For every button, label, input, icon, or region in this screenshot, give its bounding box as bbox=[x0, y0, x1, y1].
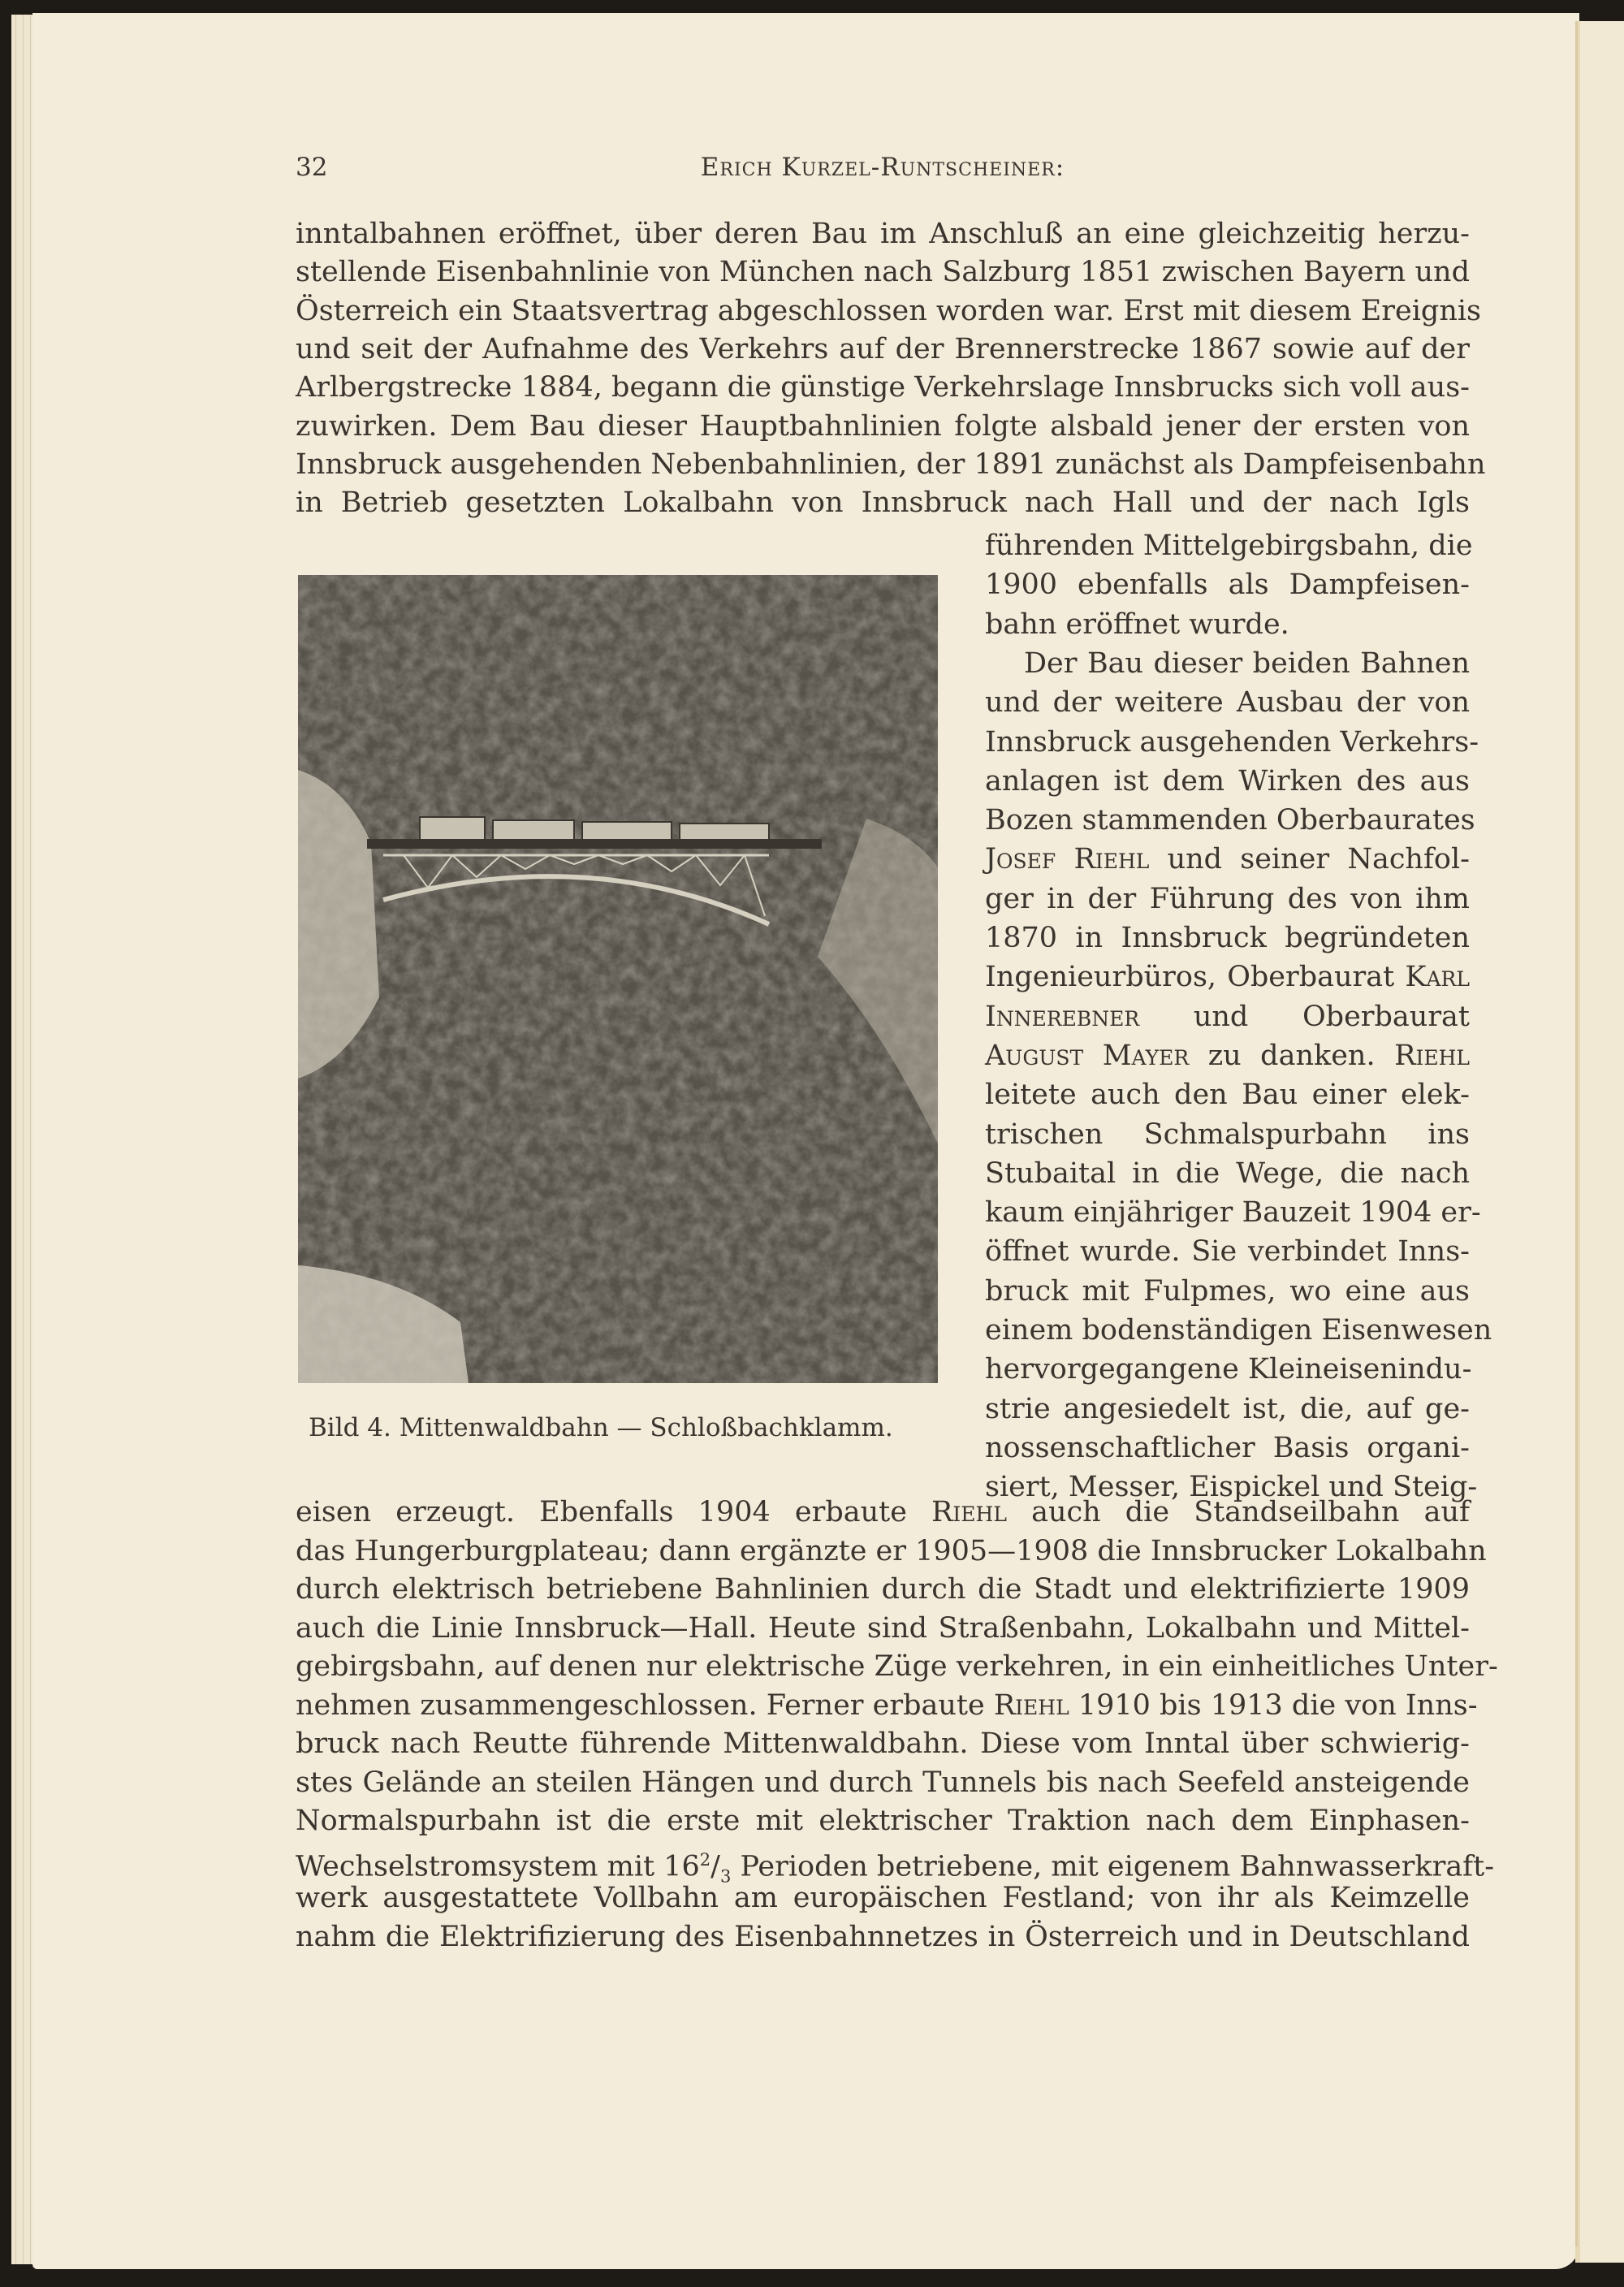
text-line: 1870 in Innsbruck begründeten bbox=[985, 922, 1470, 954]
text-line: inntalbahnen eröffnet, über deren Bau im Anschluß an eine gleichzeitig herzu- bbox=[296, 218, 1470, 250]
text-line: führenden Mittelgebirgsbahn, die bbox=[985, 530, 1473, 562]
text-line: bruck mit Fulpmes, wo eine aus bbox=[985, 1274, 1470, 1308]
figure-photo-bridge bbox=[298, 575, 938, 1383]
book-page-edge-right bbox=[1575, 21, 1624, 2263]
text-line: stes Gelände an steilen Hängen und durch Tunnels bis nach Seefeld ansteigende bbox=[296, 1766, 1470, 1799]
text-line: das Hungerburgplateau; dann ergänzte er 1905—1908 die Innsbrucker Lokalbahn bbox=[296, 1534, 1487, 1567]
text-line: bahn eröffnet wurde. bbox=[985, 607, 1289, 641]
text-line: nossenschaftlicher Basis organi- bbox=[985, 1431, 1470, 1464]
bridge-photo-illustration bbox=[298, 575, 938, 1383]
page-number: 32 bbox=[296, 153, 328, 182]
text-line: hervorgegangene Kleineisenindu- bbox=[985, 1353, 1472, 1386]
text-line: werk ausgestattete Vollbahn am europäischen Festland; von ihr als Keimzelle bbox=[296, 1882, 1470, 1914]
text-line: Arlbergstrecke 1884, begann die günstige Verkehrslage Innsbrucks sich voll aus- bbox=[296, 371, 1470, 404]
text-line: Bozen stammenden Oberbaurates bbox=[985, 804, 1475, 837]
text-line: nahm die Elektrifizierung des Eisenbahnnetzes in Österreich und in Deutschland bbox=[296, 1920, 1470, 1953]
text-line: und der weitere Ausbau der von bbox=[985, 686, 1470, 720]
text-line: bruck nach Reutte führende Mittenwaldbahn. Diese vom Inntal über schwierig- bbox=[296, 1727, 1470, 1760]
text-line: auch die Linie Innsbruck—Hall. Heute sind Straßenbahn, Lokalbahn und Mittel- bbox=[296, 1611, 1470, 1645]
text-line: Österreich ein Staatsvertrag abgeschlossen worden war. Erst mit diesem Ereignis bbox=[296, 294, 1482, 327]
text-line: stellende Eisenbahnlinie von München nach Salzburg 1851 zwischen Bayern und bbox=[296, 256, 1470, 289]
text-line: öffnet wurde. Sie verbindet Inns- bbox=[985, 1235, 1470, 1269]
text-line: zuwirken. Dem Bau dieser Hauptbahnlinien folgte alsbald jener der ersten von bbox=[296, 409, 1470, 443]
text-line: siert, Messer, Eispickel und Steig- bbox=[985, 1471, 1478, 1504]
text-line: Stubaital in die Wege, die nach bbox=[985, 1156, 1470, 1190]
text-line: Innsbruck ausgehenden Verkehrs- bbox=[985, 725, 1479, 759]
text-line: kaum einjähriger Bauzeit 1904 er- bbox=[985, 1196, 1481, 1230]
text-line: strie angesiedelt ist, die, auf ge- bbox=[985, 1392, 1470, 1425]
text-line: leitete auch den Bau einer elek- bbox=[985, 1079, 1470, 1112]
text-line: August Mayer zu danken. Riehl bbox=[985, 1039, 1470, 1072]
text-line: in Betrieb gesetzten Lokalbahn von Innsbruck nach Hall und der nach Igls bbox=[296, 486, 1470, 520]
text-line: Wechselstromsystem mit $16^2/_3$ Perioden betriebene, mit eigenem Bahnwasserkraft- bbox=[296, 1849, 1495, 1887]
text-line: eisen erzeugt. Ebenfalls 1904 erbaute Riehl auch die Standseilbahn auf bbox=[296, 1496, 1470, 1528]
text-line: nehmen zusammengeschlossen. Ferner erbaute Riehl 1910 bis 1913 die von Inns- bbox=[296, 1688, 1478, 1722]
text-line: Innerebner und Oberbaurat bbox=[985, 1000, 1470, 1033]
page-gutter bbox=[1575, 21, 1578, 2246]
text-line: Der Bau dieser beiden Bahnen bbox=[1024, 646, 1470, 680]
text-line: Innsbruck ausgehenden Nebenbahnlinien, der 1891 zunächst als Dampfeisenbahn bbox=[296, 447, 1486, 481]
text-line: und seit der Aufnahme des Verkehrs auf der Brennerstrecke 1867 sowie auf der bbox=[296, 332, 1470, 365]
running-head: Erich Kurzel-Runtscheiner: bbox=[700, 153, 1065, 182]
figure-caption: Bild 4. Mittenwaldbahn — Schloßbachklamm. bbox=[309, 1413, 893, 1442]
text-line: einem bodenständigen Eisenwesen bbox=[985, 1314, 1492, 1347]
text-line: anlagen ist dem Wirken des aus bbox=[985, 764, 1470, 798]
text-line: trischen Schmalspurbahn ins bbox=[985, 1118, 1470, 1151]
book-page-edges-left bbox=[11, 15, 32, 2264]
text-line: Josef Riehl und seiner Nachfol- bbox=[985, 843, 1471, 876]
text-line: durch elektrisch betriebene Bahnlinien durch die Stadt und elektrifizierte 1909 bbox=[296, 1573, 1470, 1606]
text-line: 1900 ebenfalls als Dampfeisen- bbox=[985, 569, 1470, 602]
text-line: Ingenieurbüros, Oberbaurat Karl bbox=[985, 961, 1470, 994]
text-line: gebirgsbahn, auf denen nur elektrische Züge verkehren, in ein einheitliches Unter- bbox=[296, 1650, 1498, 1683]
text-line: ger in der Führung des von ihm bbox=[985, 882, 1470, 915]
page-header bbox=[296, 153, 1470, 185]
text-line: Normalspurbahn ist die erste mit elektrischer Traktion nach dem Einphasen- bbox=[296, 1805, 1470, 1837]
